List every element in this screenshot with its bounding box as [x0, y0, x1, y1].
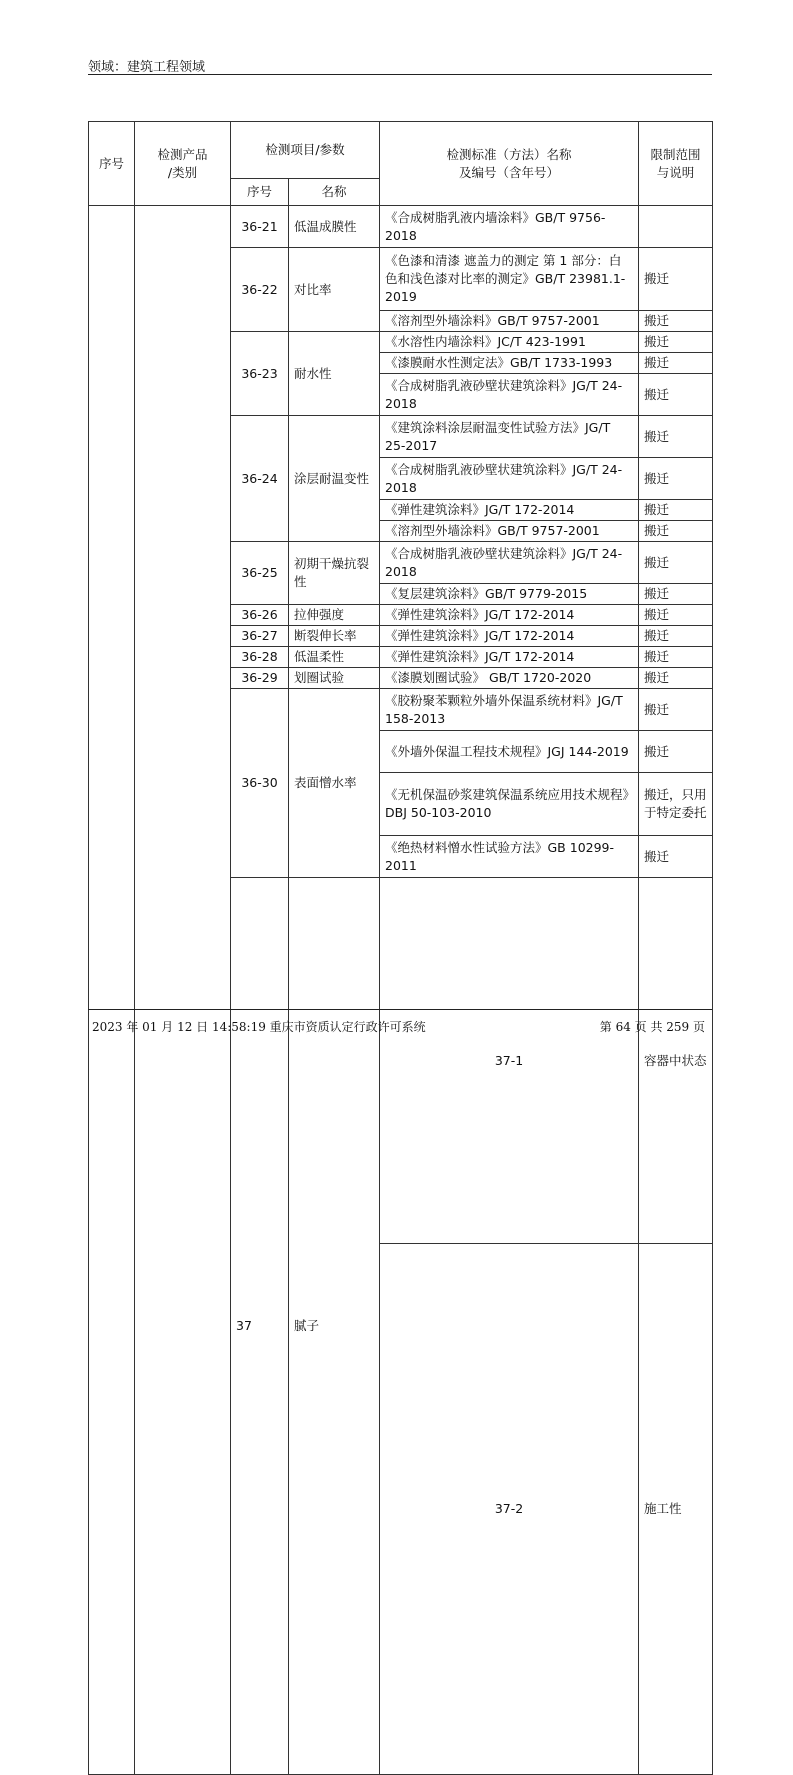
standard-cell: 《外墙外保温工程技术规程》JGJ 144-2019	[380, 731, 639, 773]
limit-cell: 搬迁	[639, 836, 713, 878]
item-name-cell: 拉伸强度	[289, 605, 380, 626]
item-name-cell: 表面憎水率	[289, 689, 380, 878]
item-name-cell: 容器中状态	[639, 878, 713, 1244]
item-seq-cell: 36-27	[231, 626, 289, 647]
item-seq-cell: 36-29	[231, 668, 289, 689]
limit-cell: 搬迁	[639, 416, 713, 458]
standard-cell: 《溶剂型外墙涂料》GB/T 9757-2001	[380, 521, 639, 542]
standard-cell: 《合成树脂乳液砂壁状建筑涂料》JG/T 24-2018	[380, 374, 639, 416]
item-seq-cell: 37-1	[380, 878, 639, 1244]
limit-cell: 搬迁	[639, 500, 713, 521]
standard-cell: 《水溶性内墙涂料》JC/T 423-1991	[380, 332, 639, 353]
standard-cell: 《无机保温砂浆建筑保温系统应用技术规程》DBJ 50-103-2010	[380, 773, 639, 836]
item-name-cell: 涂层耐温变性	[289, 416, 380, 542]
standard-cell: 《复层建筑涂料》GB/T 9779-2015	[380, 584, 639, 605]
header-item-name: 名称	[289, 179, 380, 206]
item-seq-cell: 36-30	[231, 689, 289, 878]
limit-cell: 搬迁	[639, 374, 713, 416]
header-standard: 检测标准（方法）名称 及编号（含年号）	[380, 122, 639, 206]
item-seq-cell: 36-25	[231, 542, 289, 605]
limit-cell: 搬迁	[639, 521, 713, 542]
item-seq-cell: 36-22	[231, 248, 289, 332]
standard-cell: 《弹性建筑涂料》JG/T 172-2014	[380, 605, 639, 626]
limit-cell: 搬迁	[639, 353, 713, 374]
test-standards-table	[88, 121, 713, 1775]
item-seq-cell: 36-23	[231, 332, 289, 416]
page-header-domain: 领域：建筑工程领域	[88, 60, 206, 75]
limit-cell: 搬迁	[639, 248, 713, 311]
limit-cell: 搬迁	[639, 605, 713, 626]
header-limit: 限制范围 与说明	[639, 122, 713, 206]
standard-cell: 《合成树脂乳液砂壁状建筑涂料》JG/T 24-2018	[380, 458, 639, 500]
header-seq: 序号	[89, 122, 135, 206]
group-seq-cell	[89, 206, 135, 1775]
limit-cell: 搬迁	[639, 626, 713, 647]
limit-cell: 搬迁	[639, 647, 713, 668]
footer-page-number: 第 64 页 共 259 页	[599, 1020, 705, 1034]
item-seq-cell: 36-28	[231, 647, 289, 668]
item-name-cell: 划圈试验	[289, 668, 380, 689]
item-seq-cell: 36-21	[231, 206, 289, 248]
header-item-seq: 序号	[231, 179, 289, 206]
item-name-cell: 低温柔性	[289, 647, 380, 668]
limit-cell: 搬迁	[639, 689, 713, 731]
standard-cell: 《弹性建筑涂料》JG/T 172-2014	[380, 647, 639, 668]
item-name-cell: 对比率	[289, 248, 380, 332]
group-product-cell	[135, 206, 231, 1775]
standard-cell: 《合成树脂乳液砂壁状建筑涂料》JG/T 24-2018	[380, 542, 639, 584]
footer-timestamp: 2023 年 01 月 12 日 14:58:19 重庆市资质认定行政许可系统	[92, 1020, 426, 1034]
limit-cell	[639, 206, 713, 248]
standard-cell: 《漆膜耐水性测定法》GB/T 1733-1993	[380, 353, 639, 374]
item-name-cell: 断裂伸长率	[289, 626, 380, 647]
standard-cell: 《合成树脂乳液内墙涂料》GB/T 9756-2018	[380, 206, 639, 248]
header-item: 检测项目/参数	[231, 122, 380, 179]
limit-cell: 搬迁	[639, 668, 713, 689]
standard-cell: 《建筑涂料涂层耐温变性试验方法》JG/T 25-2017	[380, 416, 639, 458]
item-name-cell: 耐水性	[289, 332, 380, 416]
limit-cell: 搬迁	[639, 731, 713, 773]
item-name-cell: 施工性	[639, 1244, 713, 1775]
item-name-cell: 初期干燥抗裂性	[289, 542, 380, 605]
limit-cell: 搬迁，只用于特定委托	[639, 773, 713, 836]
standard-cell: 《漆膜划圈试验》 GB/T 1720-2020	[380, 668, 639, 689]
header-product: 检测产品 /类别	[135, 122, 231, 206]
standard-cell: 《胶粉聚苯颗粒外墙外保温系统材料》JG/T 158-2013	[380, 689, 639, 731]
standard-cell: 《绝热材料憎水性试验方法》GB 10299-2011	[380, 836, 639, 878]
item-name-cell: 低温成膜性	[289, 206, 380, 248]
header-divider	[88, 74, 712, 75]
limit-cell: 搬迁	[639, 458, 713, 500]
group-product-cell: 腻子	[289, 878, 380, 1775]
limit-cell: 搬迁	[639, 542, 713, 584]
item-seq-cell: 36-24	[231, 416, 289, 542]
standard-cell: 《溶剂型外墙涂料》GB/T 9757-2001	[380, 311, 639, 332]
standard-cell: 《色漆和清漆 遮盖力的测定 第 1 部分：白色和浅色漆对比率的测定》GB/T 23981.1-2019	[380, 248, 639, 311]
limit-cell: 搬迁	[639, 584, 713, 605]
item-seq-cell: 37-2	[380, 1244, 639, 1775]
item-seq-cell: 36-26	[231, 605, 289, 626]
limit-cell: 搬迁	[639, 311, 713, 332]
footer-divider	[88, 1009, 712, 1010]
standard-cell: 《弹性建筑涂料》JG/T 172-2014	[380, 626, 639, 647]
group-seq-cell: 37	[231, 878, 289, 1775]
standard-cell: 《弹性建筑涂料》JG/T 172-2014	[380, 500, 639, 521]
limit-cell: 搬迁	[639, 332, 713, 353]
